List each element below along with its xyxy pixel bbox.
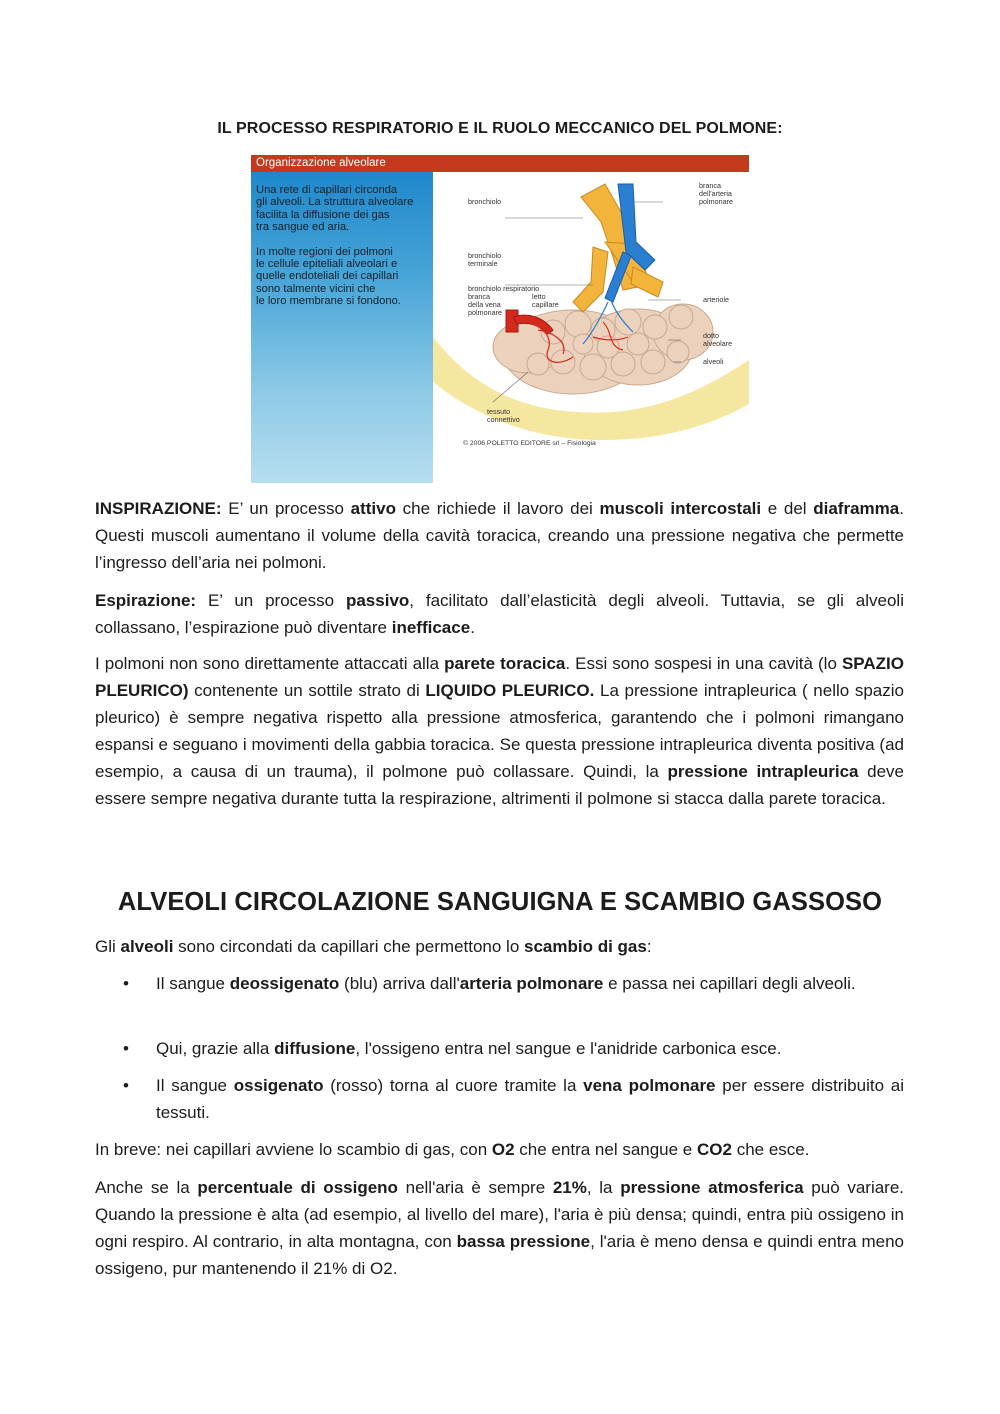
paragraph-summary: In breve: nei capillari avviene lo scambio di gas, con O2 che entra nel sangue e CO2 che esce.	[95, 1140, 810, 1159]
bronchiole-tree	[573, 184, 663, 312]
bullet-icon: •	[123, 1076, 129, 1095]
section-heading: ALVEOLI CIRCOLAZIONE SANGUIGNA E SCAMBIO GASSOSO	[117, 888, 883, 916]
list-item-text: Il sangue ossigenato (rosso) torna al cuore tramite la vena polmonare per essere distribuito ai tessuti.	[156, 1076, 904, 1122]
label-alveoli: alveoli	[703, 357, 724, 366]
paragraph-espirazione: Espirazione: E’ un processo passivo, facilitato dall’elasticità degli alveoli. Tuttavia, se gli alveoli collassano, l’espirazione può diventare inefficace.	[95, 591, 904, 637]
figure-caption-panel	[251, 172, 433, 483]
label-letto-capillare: letto capillare	[532, 292, 559, 309]
figure-caption-1: Una rete di capillari circonda gli alveoli. La struttura alveolare facilita la diffusione dei gas tra sangue ed aria.	[256, 184, 414, 234]
label-bronchiolo-terminale: bronchiolo terminale	[468, 251, 502, 268]
figure-caption-2: In molte regioni dei polmoni le cellule epiteliali alveolari e quelle endoteliali dei capillari sono talmente vicini che le loro membrane si fondono.	[256, 245, 401, 308]
figure-illustration-panel	[433, 172, 749, 483]
label-dotto-alveolare: dotto alveolare	[703, 331, 733, 348]
list-item-text: Il sangue deossigenato (blu) arriva dall'arteria polmonare e passa nei capillari degli alveoli.	[156, 974, 856, 993]
figure-header: Organizzazione alveolare	[251, 155, 749, 172]
paragraph-intro: Gli alveoli sono circondati da capillari che permettono lo scambio di gas:	[95, 937, 652, 956]
label-arteriole: arteriole	[703, 295, 729, 304]
label-branca-arteria: branca dell'arteria polmonare	[699, 181, 733, 206]
label-tessuto-connettivo: tessuto connettivo	[487, 407, 520, 424]
label-branca-vena: branca della vena polmonare	[468, 292, 502, 317]
alveolar-organization-figure	[251, 155, 749, 483]
bullet-icon: •	[123, 1039, 129, 1058]
paragraph-inspirazione: INSPIRAZIONE: E’ un processo attivo che richiede il lavoro dei muscoli intercostali e del diaframma. Questi muscoli aumentano il volume della cavità toracica, creando una pressione negativa che permette l’ingresso dell’aria nei polmoni.	[95, 499, 904, 572]
label-bronchiolo-respiratorio: bronchiolo respiratorio	[468, 284, 540, 293]
list-item-text: Qui, grazie alla diffusione, l'ossigeno entra nel sangue e l'anidride carbonica esce.	[156, 1039, 782, 1058]
alveoli-illustration	[433, 172, 749, 483]
label-bronchiolo: bronchiolo	[468, 197, 502, 206]
bullet-icon: •	[123, 974, 129, 993]
document-title: IL PROCESSO RESPIRATORIO E IL RUOLO MECCANICO DEL POLMONE:	[217, 120, 783, 137]
figure-credit: © 2006 POLETTO EDITORE srl – Fisiologia	[463, 440, 596, 447]
paragraph-ossigeno: Anche se la percentuale di ossigeno nell'aria è sempre 21%, la pressione atmosferica può variare. Quando la pressione è alta (ad esempio, al livello del mare), l'aria è più densa; quindi, entra più ossigeno in ogni respiro. Al contrario, in alta montagna, con bassa pressione, l'aria è meno densa e quindi entra meno ossigeno, pur mantenendo il 21% di O2.	[95, 1178, 905, 1278]
paragraph-pleura: I polmoni non sono direttamente attaccati alla parete toracica. Essi sono sospesi in una cavità (lo SPAZIO PLEURICO) contenente un sottile strato di LIQUIDO PLEURICO. La pressione intrapleurica ( nello spazio pleurico) è sempre negativa rispetto alla pressione atmosferica, garantendo che i polmoni rimangano espansi e seguano i movimenti della gabbia toracica. Se questa pressione intrapleurica diventa positiva (ad esempio, a causa di un trauma), il polmone può collassare. Quindi, la pressione intrapleurica deve essere sempre negativa durante tutta la respirazione, altrimenti il polmone si stacca dalla parete toracica.	[95, 654, 904, 808]
